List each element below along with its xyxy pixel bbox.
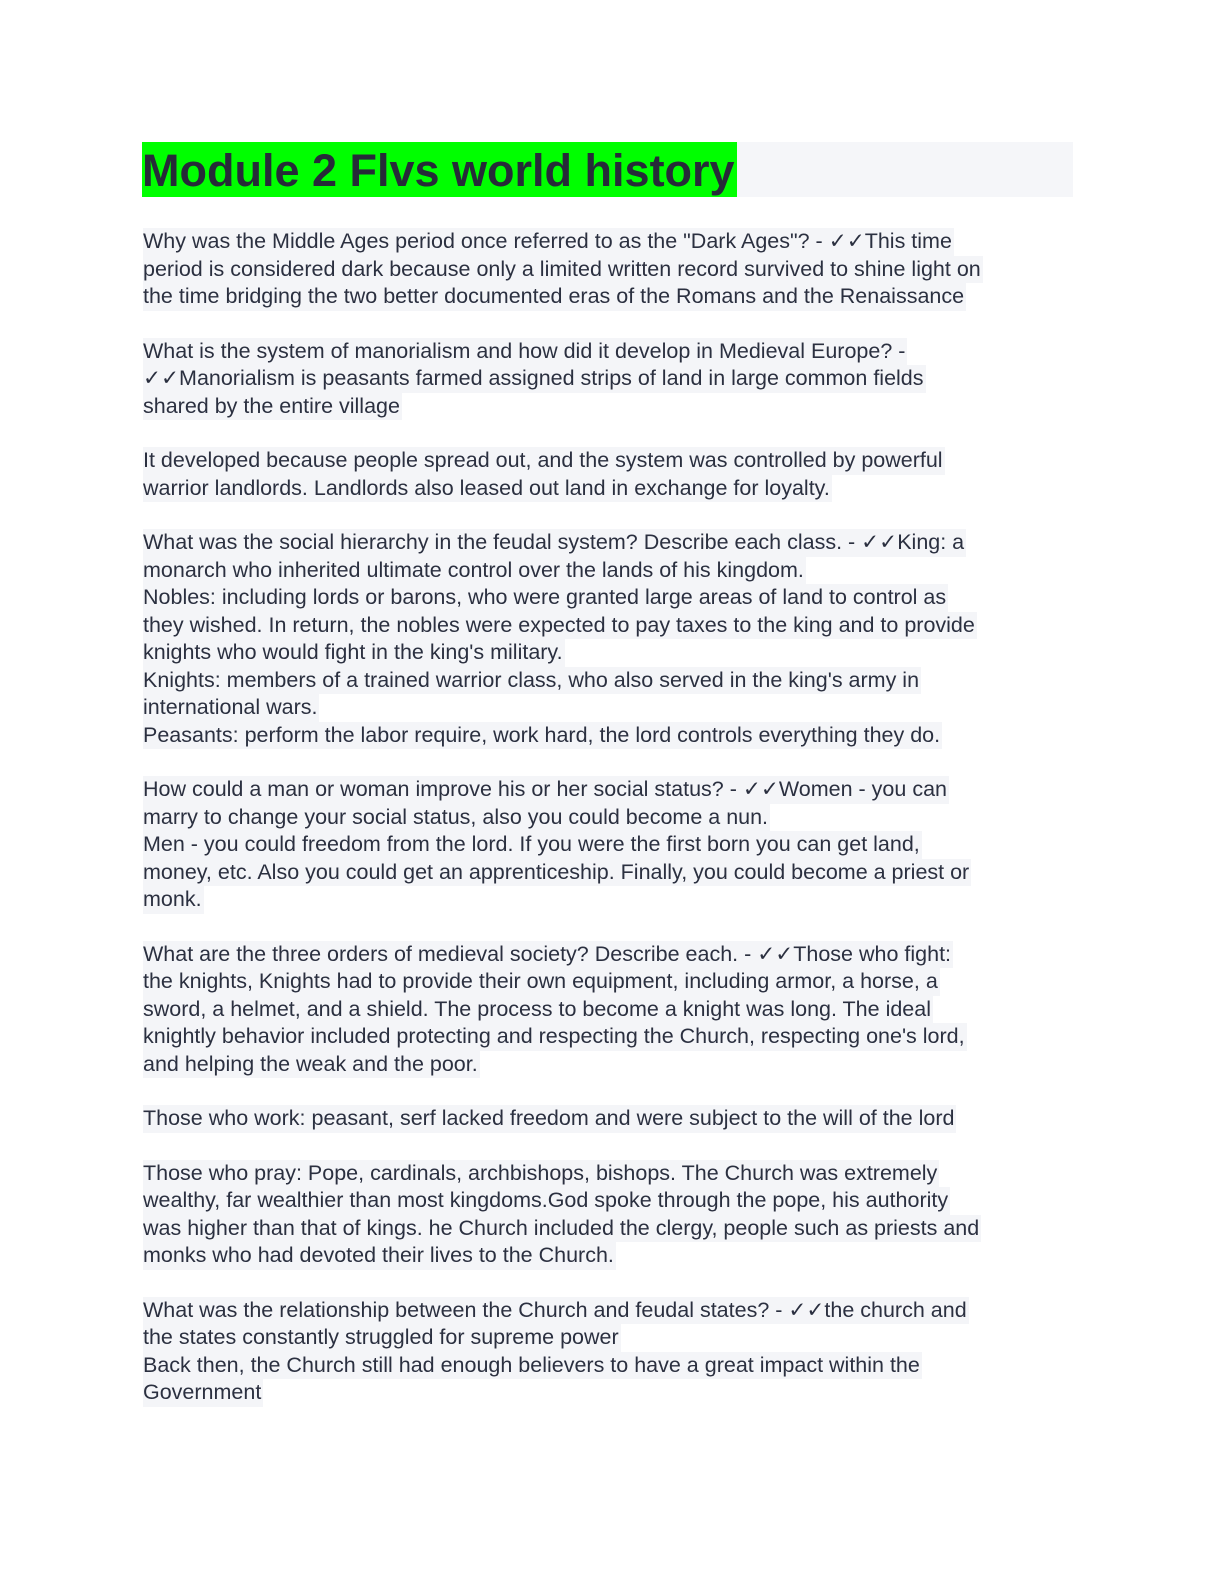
text-line: knights who would fight in the king's military.	[143, 639, 565, 667]
document-body	[143, 228, 1078, 1434]
text-line: What was the relationship between the Church and feudal states? - ✓✓the church and	[143, 1297, 969, 1325]
qa-paragraph	[143, 529, 1078, 749]
text-line: knightly behavior included protecting and respecting the Church, respecting one's lord,	[143, 1023, 967, 1051]
qa-paragraph	[143, 941, 1078, 1079]
text-line: the time bridging the two better documented eras of the Romans and the Renaissance	[143, 283, 966, 311]
text-line: What are the three orders of medieval society? Describe each. - ✓✓Those who fight:	[143, 941, 953, 969]
text-line: ✓✓Manorialism is peasants farmed assigned strips of land in large common fields	[143, 365, 926, 393]
text-line: Men - you could freedom from the lord. If you were the first born you can get land,	[143, 831, 922, 859]
text-line: the states constantly struggled for supreme power	[143, 1324, 621, 1352]
text-line: Back then, the Church still had enough believers to have a great impact within the	[143, 1352, 922, 1380]
page-title: Module 2 Flvs world history	[142, 142, 737, 197]
qa-paragraph	[143, 1160, 1078, 1270]
qa-paragraph	[143, 228, 1078, 311]
text-line: money, etc. Also you could get an apprenticeship. Finally, you could become a priest or	[143, 859, 971, 887]
text-line: monarch who inherited ultimate control over the lands of his kingdom.	[143, 557, 806, 585]
text-line: warrior landlords. Landlords also leased out land in exchange for loyalty.	[143, 475, 832, 503]
qa-paragraph	[143, 776, 1078, 914]
text-line: Those who work: peasant, serf lacked freedom and were subject to the will of the lord	[143, 1105, 956, 1133]
text-line: It developed because people spread out, and the system was controlled by powerful	[143, 447, 945, 475]
text-line: they wished. In return, the nobles were expected to pay taxes to the king and to provide	[143, 612, 977, 640]
text-line: Knights: members of a trained warrior class, who also served in the king's army in	[143, 667, 921, 695]
text-line: shared by the entire village	[143, 393, 402, 421]
qa-paragraph	[143, 1297, 1078, 1407]
qa-paragraph	[143, 447, 1078, 502]
text-line: What was the social hierarchy in the feudal system? Describe each class. - ✓✓King: a	[143, 529, 966, 557]
qa-paragraph	[143, 1105, 1078, 1133]
text-line: monk.	[143, 886, 204, 914]
text-line: Why was the Middle Ages period once referred to as the "Dark Ages"? - ✓✓This time	[143, 228, 954, 256]
text-line: What is the system of manorialism and how did it develop in Medieval Europe? -	[143, 338, 907, 366]
qa-paragraph	[143, 338, 1078, 421]
text-line: sword, a helmet, and a shield. The process to become a knight was long. The ideal	[143, 996, 933, 1024]
text-line: Nobles: including lords or barons, who were granted large areas of land to control as	[143, 584, 948, 612]
text-line: monks who had devoted their lives to the Church.	[143, 1242, 616, 1270]
text-line: period is considered dark because only a limited written record survived to shine light on	[143, 256, 983, 284]
text-line: Peasants: perform the labor require, work hard, the lord controls everything they do.	[143, 722, 942, 750]
text-line: marry to change your social status, also you could become a nun.	[143, 804, 770, 832]
text-line: the knights, Knights had to provide their own equipment, including armor, a horse, a	[143, 968, 940, 996]
text-line: international wars.	[143, 694, 319, 722]
text-line: and helping the weak and the poor.	[143, 1051, 480, 1079]
text-line: wealthy, far wealthier than most kingdoms.God spoke through the pope, his authority	[143, 1187, 950, 1215]
text-line: was higher than that of kings. he Church included the clergy, people such as priests and	[143, 1215, 981, 1243]
text-line: Government	[143, 1379, 263, 1407]
text-line: Those who pray: Pope, cardinals, archbishops, bishops. The Church was extremely	[143, 1160, 939, 1188]
text-line: How could a man or woman improve his or her social status? - ✓✓Women - you can	[143, 776, 949, 804]
